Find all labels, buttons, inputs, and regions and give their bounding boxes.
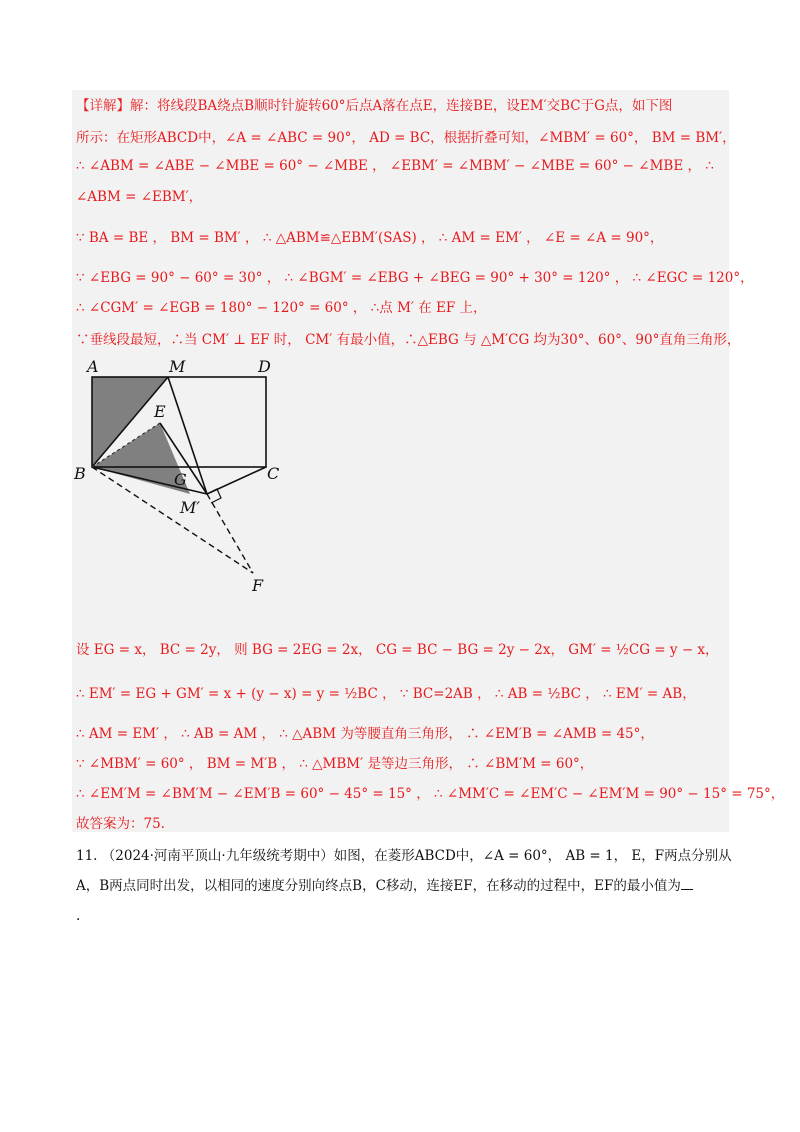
- answer-blank[interactable]: [681, 877, 693, 890]
- solution-line-8: ∵垂线段最短，∴当 CM′ ⊥ EF 时， CM′ 有最小值，∴△EBG 与 △M′CG 均为30°、60°、90°直角三角形，: [76, 332, 741, 348]
- label-c: C: [267, 464, 280, 483]
- solution-line-1: 【详解】解：将线段BA绕点B顺时针旋转60°后点A落在点E，连接BE，设EM′交BC于G点，如下图: [76, 98, 673, 114]
- label-e: E: [154, 402, 166, 421]
- right-angle-mark: [207, 489, 221, 503]
- label-g: G: [174, 470, 187, 489]
- solution-line-9: 设 EG = x， BC = 2y， 则 BG = 2EG = 2x， CG = BC − BG = 2y − 2x， GM′ = ½CG = y − x，: [76, 642, 719, 658]
- solution-line-10: ∴ EM′ = EG + GM′ = x + (y − x) = y = ½BC ， ∵ BC=2AB ， ∴ AB = ½BC ， ∴ EM′ = AB，: [76, 686, 696, 702]
- segment-mpf: [207, 494, 253, 573]
- solution-line-7: ∴ ∠CGM′ = ∠EGB = 180° − 120° = 60° ， ∴点 M′ 在 EF 上，: [76, 300, 487, 316]
- solution-line-6: ∵ ∠EBG = 90° − 60° = 30° ， ∴ ∠BGM′ = ∠EBG + ∠BEG = 90° + 30° = 120° ， ∴ ∠EGC = 120°，: [76, 270, 754, 286]
- label-f: F: [252, 576, 264, 595]
- solution-line-14: 故答案为：75.: [76, 816, 165, 832]
- label-m: M: [169, 357, 186, 376]
- solution-line-12: ∵ ∠MBM′ = 60° ， BM = M′B ， ∴ △MBM′ 是等边三角形， ∴ ∠BM′M = 60°，: [76, 756, 594, 772]
- question-line-2-wrap: [76, 876, 693, 896]
- question-line-2: A，B两点同时出发，以相同的速度分别向终点B，C移动，连接EF，在移动的过程中，EF的最小值为: [76, 878, 681, 894]
- label-m-prime: M′: [180, 498, 201, 517]
- solution-line-2: 所示：在矩形ABCD中，∠A = ∠ABC = 90°， AD = BC，根据折叠可知，∠MBM′ = 60°， BM = BM′，: [76, 130, 736, 146]
- question-line-3: .: [76, 908, 81, 924]
- geometry-figure: [70, 355, 310, 595]
- label-d: D: [258, 357, 271, 376]
- solution-line-4: ∠ABM = ∠EBM′，: [76, 189, 203, 205]
- solution-line-5: ∵ BA = BE ， BM = BM′ ， ∴ △ABM≌△EBM′(SAS) ， ∴ AM = EM′ ， ∠E = ∠A = 90°，: [76, 230, 664, 246]
- label-b: B: [74, 464, 86, 483]
- solution-line-11: ∴ AM = EM′ ， ∴ AB = AM ， ∴ △ABM 为等腰直角三角形， ∴ ∠EM′B = ∠AMB = 45°，: [76, 726, 654, 742]
- label-a: A: [87, 357, 99, 376]
- solution-line-3: ∴ ∠ABM = ∠ABE − ∠MBE = 60° − ∠MBE ， ∠EBM′ = ∠MBM′ − ∠MBE = 60° − ∠MBE ， ∴: [76, 158, 714, 174]
- solution-line-13: ∴ ∠EM′M = ∠BM′M − ∠EM′B = 60° − 45° = 15° ， ∴ ∠MM′C = ∠EM′C − ∠EM′M = 90° − 15° = 75°，: [76, 786, 785, 802]
- question-line-1: 11. （2024·河南平顶山·九年级统考期中）如图，在菱形ABCD中，∠A = 60°， AB = 1， E，F两点分别从: [76, 848, 732, 864]
